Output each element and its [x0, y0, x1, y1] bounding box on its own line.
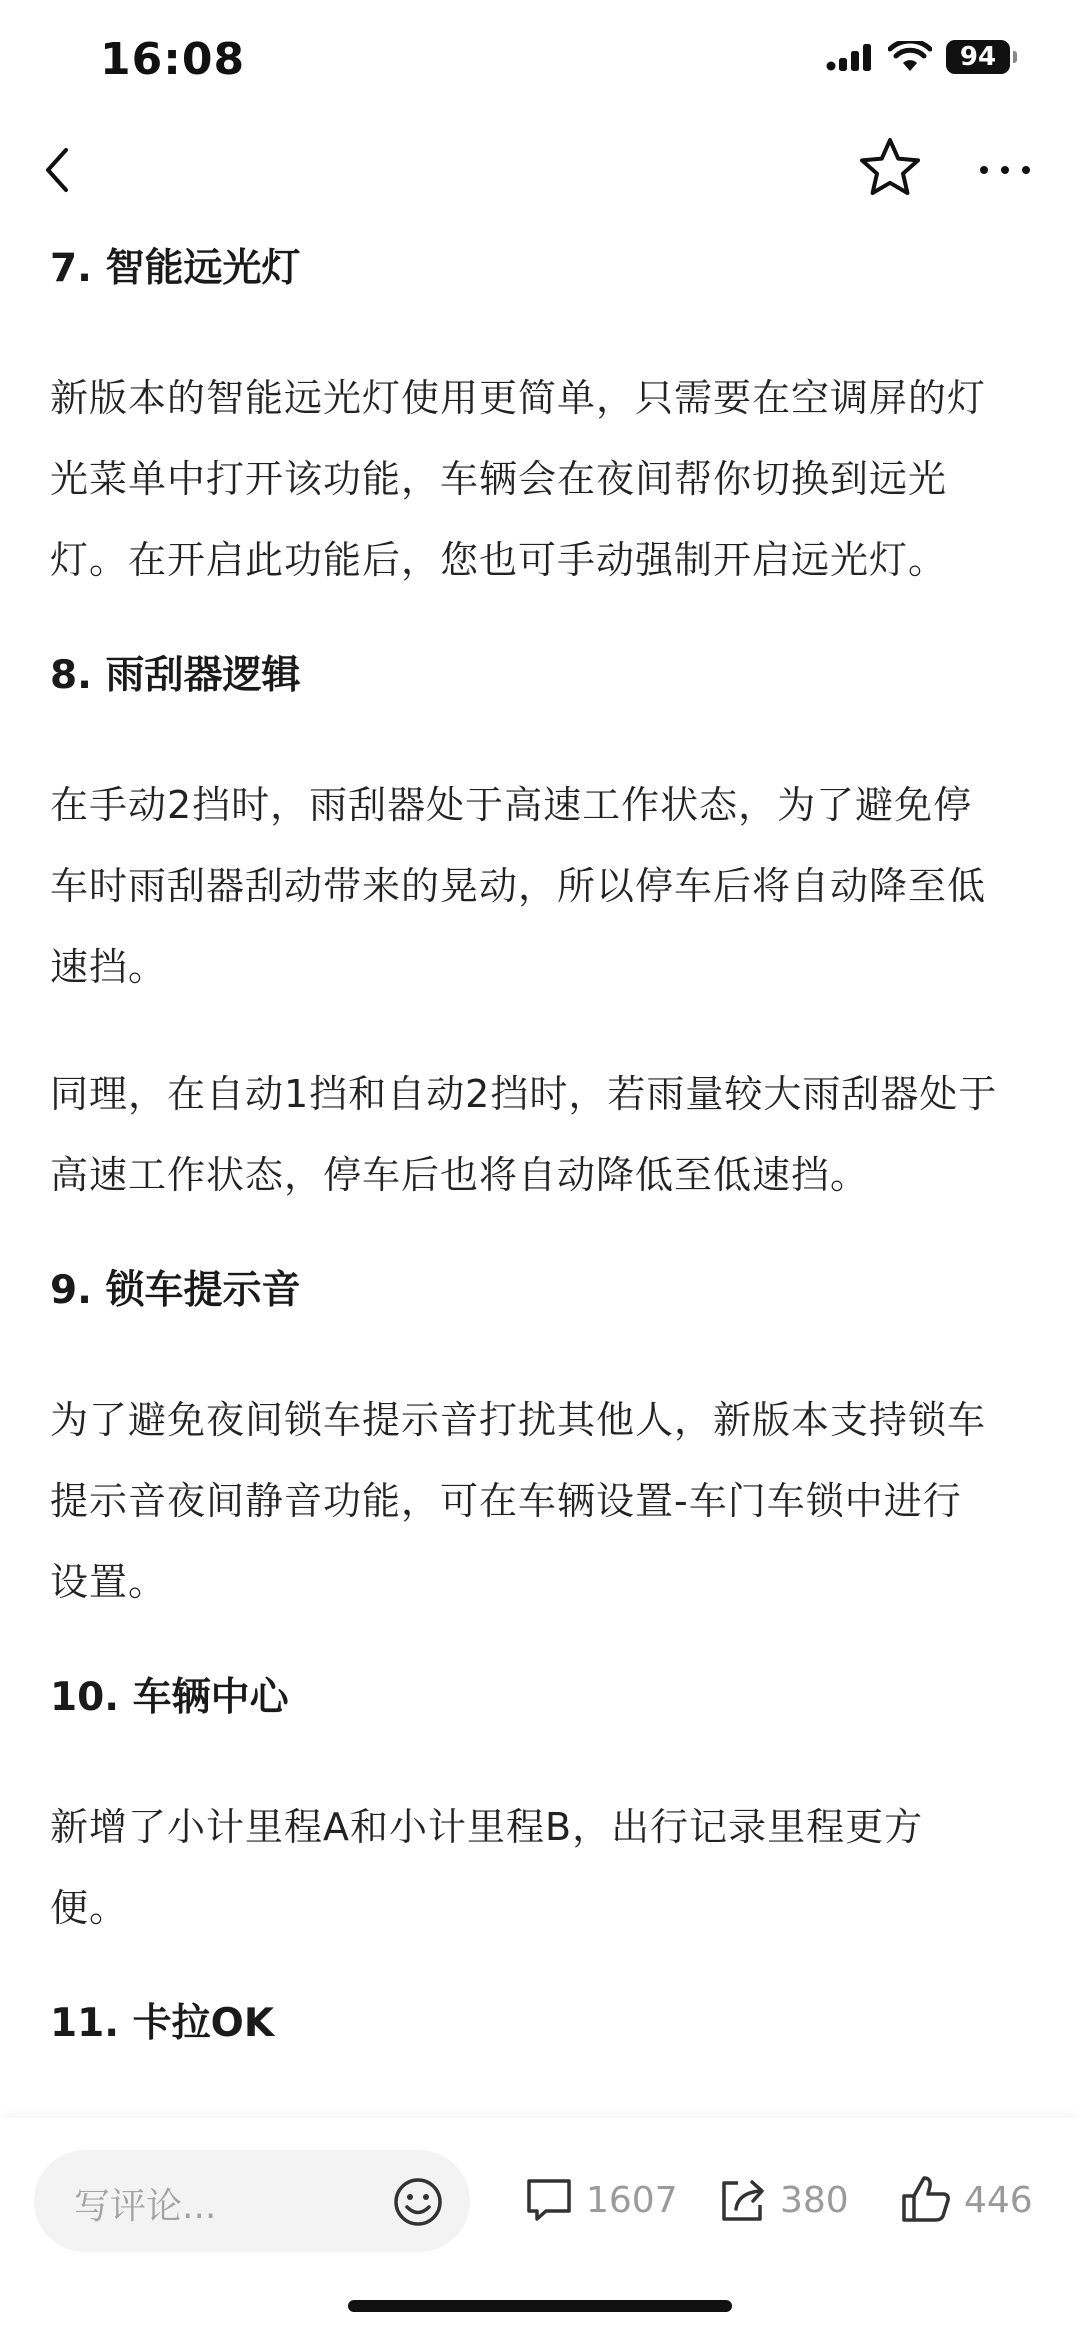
- back-button[interactable]: [30, 138, 94, 202]
- more-horizontal-icon: [972, 138, 1038, 202]
- wifi-icon: [888, 41, 932, 73]
- favorite-button[interactable]: [856, 134, 924, 202]
- status-time: 16:08: [100, 34, 246, 85]
- comment-input[interactable]: [34, 2150, 470, 2252]
- likes-count: 446: [964, 2179, 1033, 2221]
- paragraph-line: 同理，在自动1挡和自动2挡时，若雨量较大雨刮器处于: [50, 1072, 998, 1116]
- battery-level: 94: [959, 42, 997, 72]
- paragraph-line: 便。: [50, 1886, 129, 1930]
- comments-count: 1607: [586, 2179, 678, 2221]
- shares-count: 380: [780, 2179, 849, 2221]
- paragraph-line: 新版本的智能远光灯使用更简单，只需要在空调屏的灯: [50, 376, 987, 420]
- thumbs-up-icon: [898, 2172, 954, 2228]
- paragraph-line: 为了避免夜间锁车提示音打扰其他人，新版本支持锁车: [50, 1398, 987, 1442]
- home-indicator[interactable]: [348, 2300, 732, 2312]
- bottom-action-bar: [0, 2118, 1080, 2337]
- paragraph-line: 高速工作状态，停车后也将自动降低至低速挡。: [50, 1153, 870, 1197]
- share-button[interactable]: [716, 2170, 849, 2230]
- paragraph-line: 新增了小计里程A和小计里程B，出行记录里程更方: [50, 1805, 924, 1849]
- battery-indicator: [946, 40, 1010, 74]
- chevron-left-icon: [30, 138, 94, 202]
- paragraph-line: 车时雨刮器刮动带来的晃动，所以停车后将自动降至低: [50, 864, 987, 908]
- like-button[interactable]: [898, 2170, 1033, 2230]
- status-bar: [0, 0, 1080, 120]
- comments-button[interactable]: [522, 2170, 678, 2230]
- comment-placeholder: 写评论...: [74, 2186, 217, 2227]
- paragraph-line: 灯。在开启此功能后，您也可手动强制开启远光灯。: [50, 538, 948, 582]
- emoji-button[interactable]: [390, 2174, 446, 2230]
- nav-bar: [0, 120, 1080, 220]
- section-heading: 10. 车辆中心: [50, 1675, 289, 1720]
- paragraph-line: 在手动2挡时，雨刮器处于高速工作状态，为了避免停: [50, 783, 973, 827]
- paragraph-line: 速挡。: [50, 945, 168, 989]
- more-button[interactable]: [972, 138, 1038, 202]
- section-heading: 7. 智能远光灯: [50, 246, 301, 291]
- smiley-icon: [390, 2174, 446, 2230]
- share-icon: [716, 2173, 770, 2227]
- cellular-signal-icon: [826, 42, 874, 72]
- comment-icon: [522, 2173, 576, 2227]
- paragraph-line: 设置。: [50, 1560, 168, 1604]
- section-heading: 11. 卡拉OK: [50, 2001, 275, 2046]
- star-outline-icon: [856, 134, 924, 202]
- section-heading: 8. 雨刮器逻辑: [50, 653, 301, 698]
- status-icons: [826, 40, 1010, 74]
- paragraph-line: 光菜单中打开该功能，车辆会在夜间帮你切换到远光: [50, 457, 948, 501]
- paragraph-line: 提示音夜间静音功能，可在车辆设置-车门车锁中进行: [50, 1479, 962, 1523]
- article-content: [50, 234, 1040, 2059]
- section-heading: 9. 锁车提示音: [50, 1268, 301, 1313]
